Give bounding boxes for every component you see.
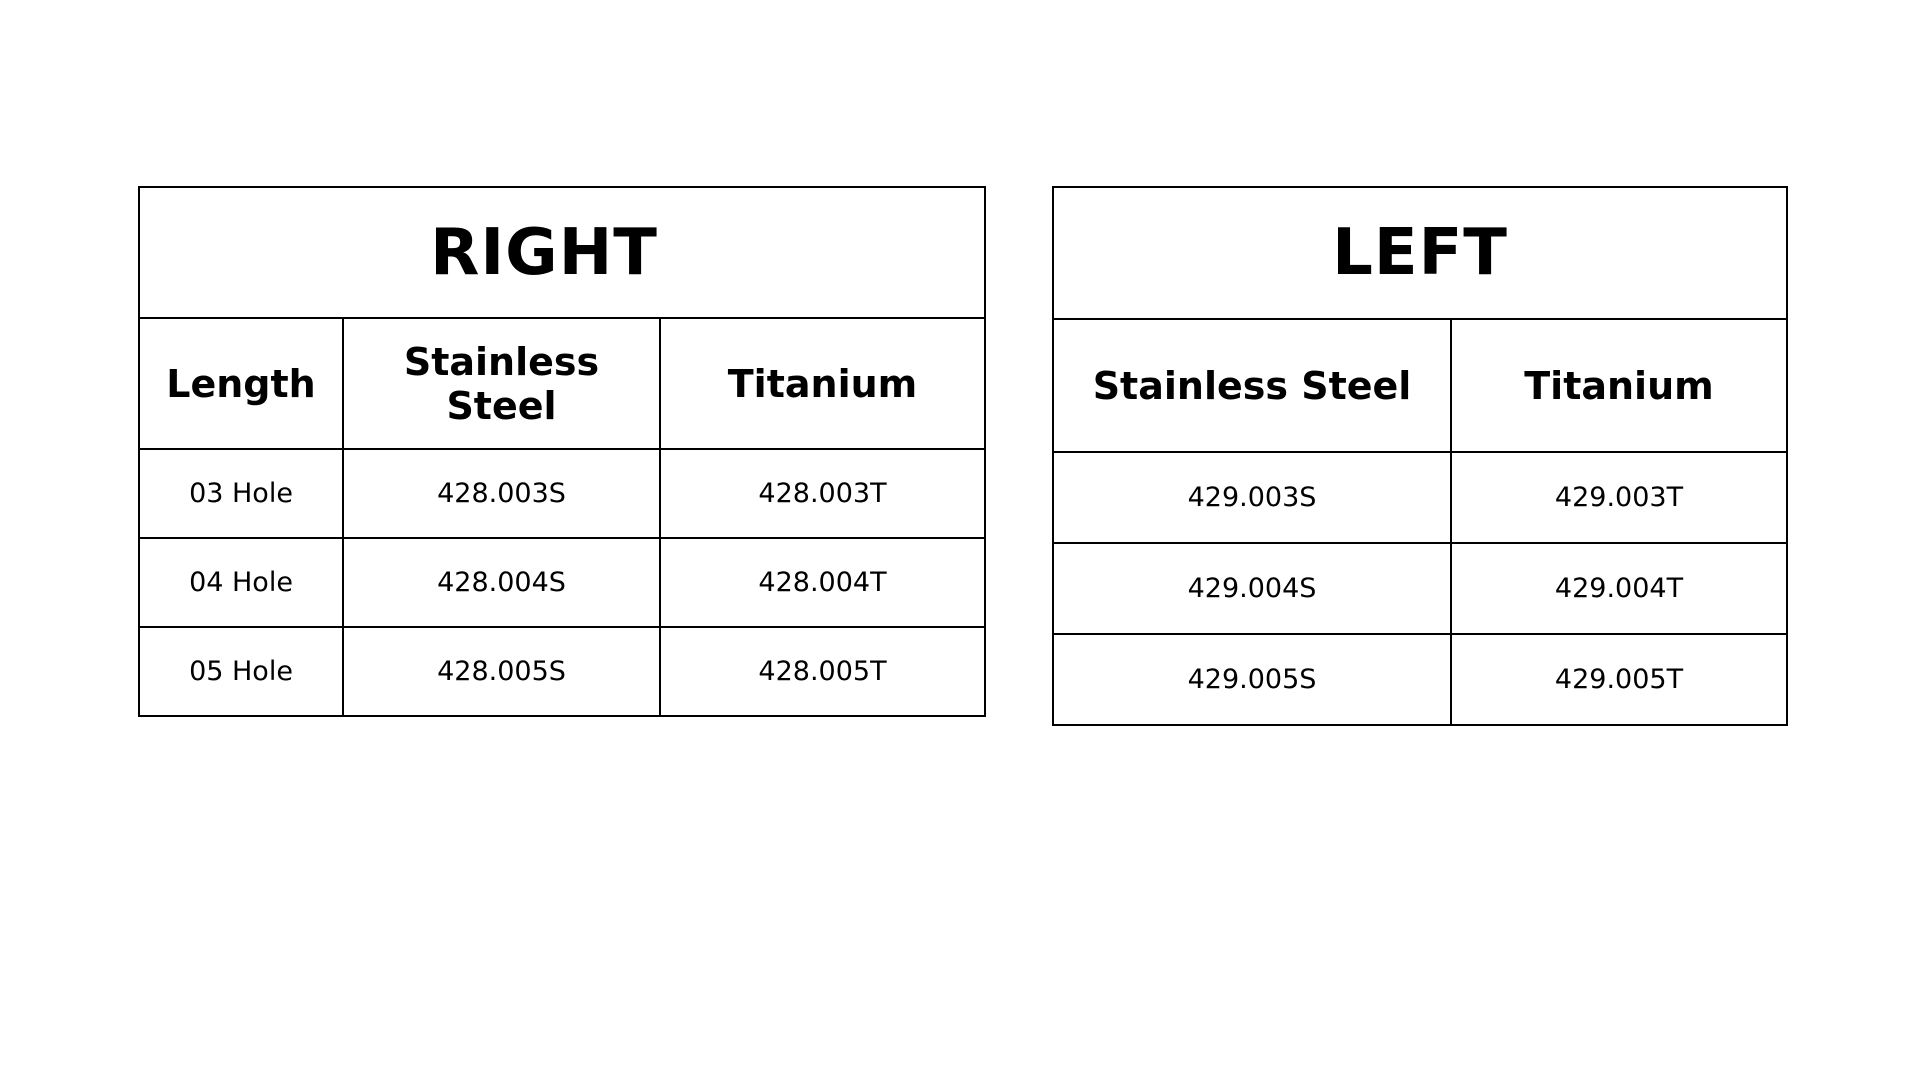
- column-header-titanium: Titanium: [1451, 319, 1787, 452]
- length-cell: 04 Hole: [139, 538, 343, 627]
- table-row: [139, 538, 985, 627]
- left-table-header-row: [1053, 319, 1787, 452]
- table-row: [1053, 452, 1787, 543]
- right-table-title-row: [139, 187, 985, 318]
- right-table: [138, 186, 986, 717]
- right-table-title: RIGHT: [139, 187, 985, 318]
- right-table-header-row: [139, 318, 985, 449]
- stainless-steel-cell: 429.003S: [1053, 452, 1451, 543]
- titanium-cell: 428.003T: [660, 449, 985, 538]
- left-table-title-row: [1053, 187, 1787, 319]
- titanium-cell: 428.004T: [660, 538, 985, 627]
- left-table: [1052, 186, 1788, 726]
- titanium-cell: 429.004T: [1451, 543, 1787, 634]
- stainless-steel-cell: 429.004S: [1053, 543, 1451, 634]
- table-row: [1053, 634, 1787, 725]
- length-cell: 03 Hole: [139, 449, 343, 538]
- titanium-cell: 429.005T: [1451, 634, 1787, 725]
- stainless-steel-cell: 428.004S: [343, 538, 660, 627]
- column-header-stainless-steel: Stainless Steel: [1053, 319, 1451, 452]
- stainless-steel-cell: 428.005S: [343, 627, 660, 716]
- stainless-steel-cell: 429.005S: [1053, 634, 1451, 725]
- stainless-steel-cell: 428.003S: [343, 449, 660, 538]
- titanium-cell: 428.005T: [660, 627, 985, 716]
- table-row: [139, 449, 985, 538]
- column-header-titanium: Titanium: [660, 318, 985, 449]
- length-cell: 05 Hole: [139, 627, 343, 716]
- column-header-length: Length: [139, 318, 343, 449]
- column-header-stainless-steel: Stainless Steel: [343, 318, 660, 449]
- table-row: [1053, 543, 1787, 634]
- table-row: [139, 627, 985, 716]
- left-table-title: LEFT: [1053, 187, 1787, 319]
- titanium-cell: 429.003T: [1451, 452, 1787, 543]
